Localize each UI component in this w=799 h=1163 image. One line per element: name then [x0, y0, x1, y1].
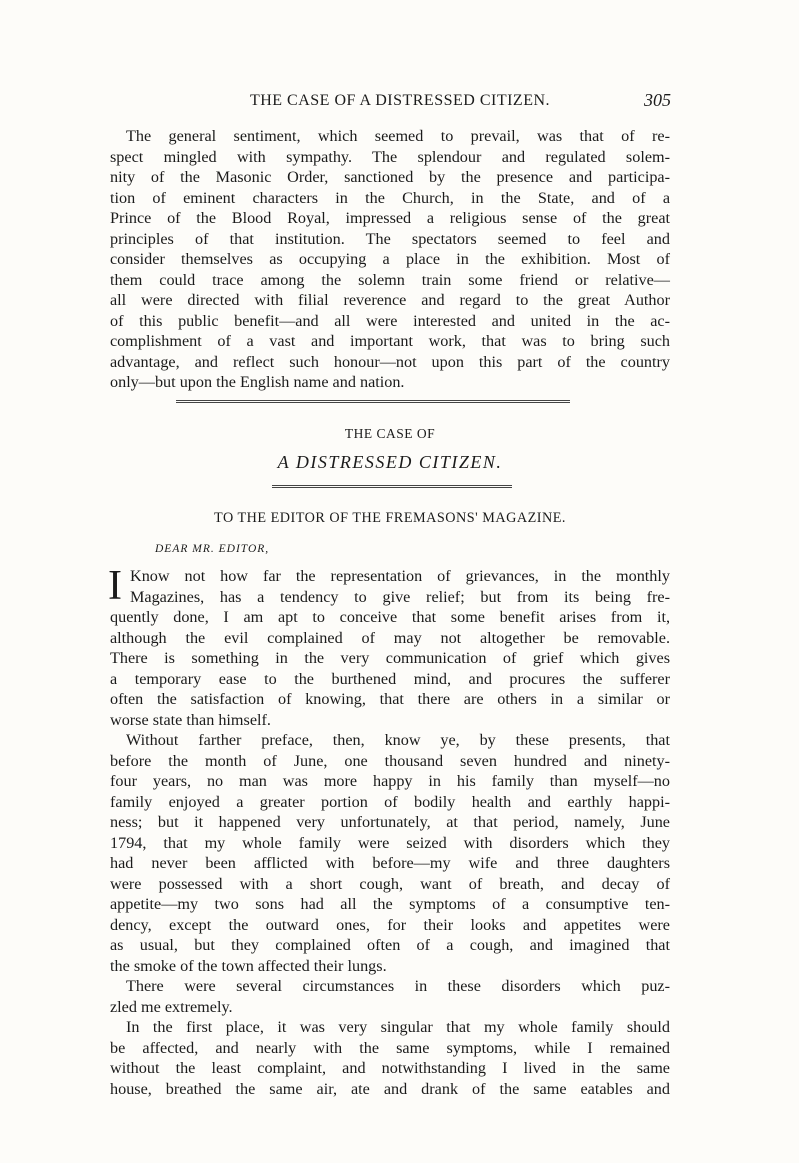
title-divider — [272, 485, 512, 488]
text-line: complishment of a vast and important work, that was to bring such — [110, 332, 670, 350]
text-line: them could trace among the solemn train some friend or relative— — [110, 270, 670, 289]
text-line: 1794, that my whole family were seized with disorders which they — [110, 833, 670, 852]
text-line: spect mingled with sympathy. The splendour and regulated solem- — [110, 147, 670, 166]
text-line: Magazines, has a tendency to give relief; but from its being fre- — [130, 587, 670, 606]
text-line: were possessed with a short cough, want of breath, and decay of — [110, 874, 670, 893]
text-line: Without farther preface, then, know ye, by these presents, that — [126, 731, 670, 749]
text-line: family enjoyed a greater portion of bodily health and earthly happi- — [110, 792, 670, 811]
salutation: DEAR MR. EDITOR, — [155, 543, 270, 555]
text-line: house, breathed the same air, ate and drank of the same eatables and — [110, 1079, 670, 1098]
text-line: all were directed with filial reverence and regard to the great Author — [110, 291, 670, 309]
text-line: often the satisfaction of knowing, that there are others in a similar or — [110, 690, 670, 708]
intro-paragraph — [110, 126, 670, 393]
section-divider — [176, 400, 570, 403]
text-line: worse state than himself. — [110, 710, 271, 729]
text-line: There were several circumstances in these disorders which puz- — [126, 977, 670, 995]
article-pretitle: THE CASE OF — [344, 426, 436, 441]
text-line: four years, no man was more happy in his family than myself—no — [110, 772, 670, 790]
text-line: The general sentiment, which seemed to prevail, was that of re- — [126, 127, 670, 145]
editor-address: TO THE EDITOR OF THE FREMASONS' MAGAZINE. — [214, 510, 566, 526]
text-line: tion of eminent characters in the Church, in the State, and of a — [110, 188, 670, 207]
letter-body — [108, 563, 670, 1099]
text-line: There is something in the very communication of grief which gives — [110, 649, 670, 667]
page-number: 305 — [644, 90, 671, 110]
text-line: had never been afflicted with before—my wife and three daughters — [110, 854, 670, 872]
drop-cap: I — [108, 563, 122, 609]
running-head: THE CASE OF A DISTRESSED CITIZEN. — [249, 92, 551, 109]
text-line: the smoke of the town affected their lungs. — [110, 956, 387, 975]
text-line: quently done, I am apt to conceive that some benefit arises from it, — [110, 608, 670, 626]
text-line: only—but upon the English name and nation. — [110, 373, 405, 391]
text-line: advantage, and reflect such honour—not upon this part of the country — [110, 352, 670, 371]
text-line: a temporary ease to the burthened mind, and procures the sufferer — [110, 669, 670, 688]
text-line: appetite—my two sons had all the symptoms of a consumptive ten- — [110, 895, 670, 913]
text-line: nity of the Masonic Order, sanctioned by the presence and participa- — [110, 168, 670, 186]
text-line: as usual, but they complained often of a cough, and imagined that — [110, 936, 670, 954]
text-line: without the least complaint, and notwithstanding I lived in the same — [110, 1059, 670, 1077]
text-line: principles of that institution. The spectators seemed to feel and — [110, 229, 670, 248]
text-line: In the first place, it was very singular that my whole family should — [126, 1018, 670, 1036]
text-line: zled me extremely. — [110, 997, 233, 1016]
text-line: be affected, and nearly with the same symptoms, while I remained — [110, 1038, 670, 1057]
article-title: A DISTRESSED CITIZEN. — [277, 452, 503, 472]
text-line: consider themselves as occupying a place in the exhibition. Most of — [110, 250, 670, 268]
text-line: Know not how far the representation of grievances, in the monthly — [130, 567, 670, 585]
text-line: dency, except the outward ones, for their looks and appetites were — [110, 915, 670, 934]
text-line: before the month of June, one thousand seven hundred and ninety- — [110, 751, 670, 770]
text-line: although the evil complained of may not altogether be removable. — [110, 628, 670, 647]
text-line: of this public benefit—and all were interested and united in the ac- — [110, 311, 670, 330]
text-line: Prince of the Blood Royal, impressed a religious sense of the great — [110, 209, 670, 227]
text-line: ness; but it happened very unfortunately, at that period, namely, June — [110, 813, 670, 831]
